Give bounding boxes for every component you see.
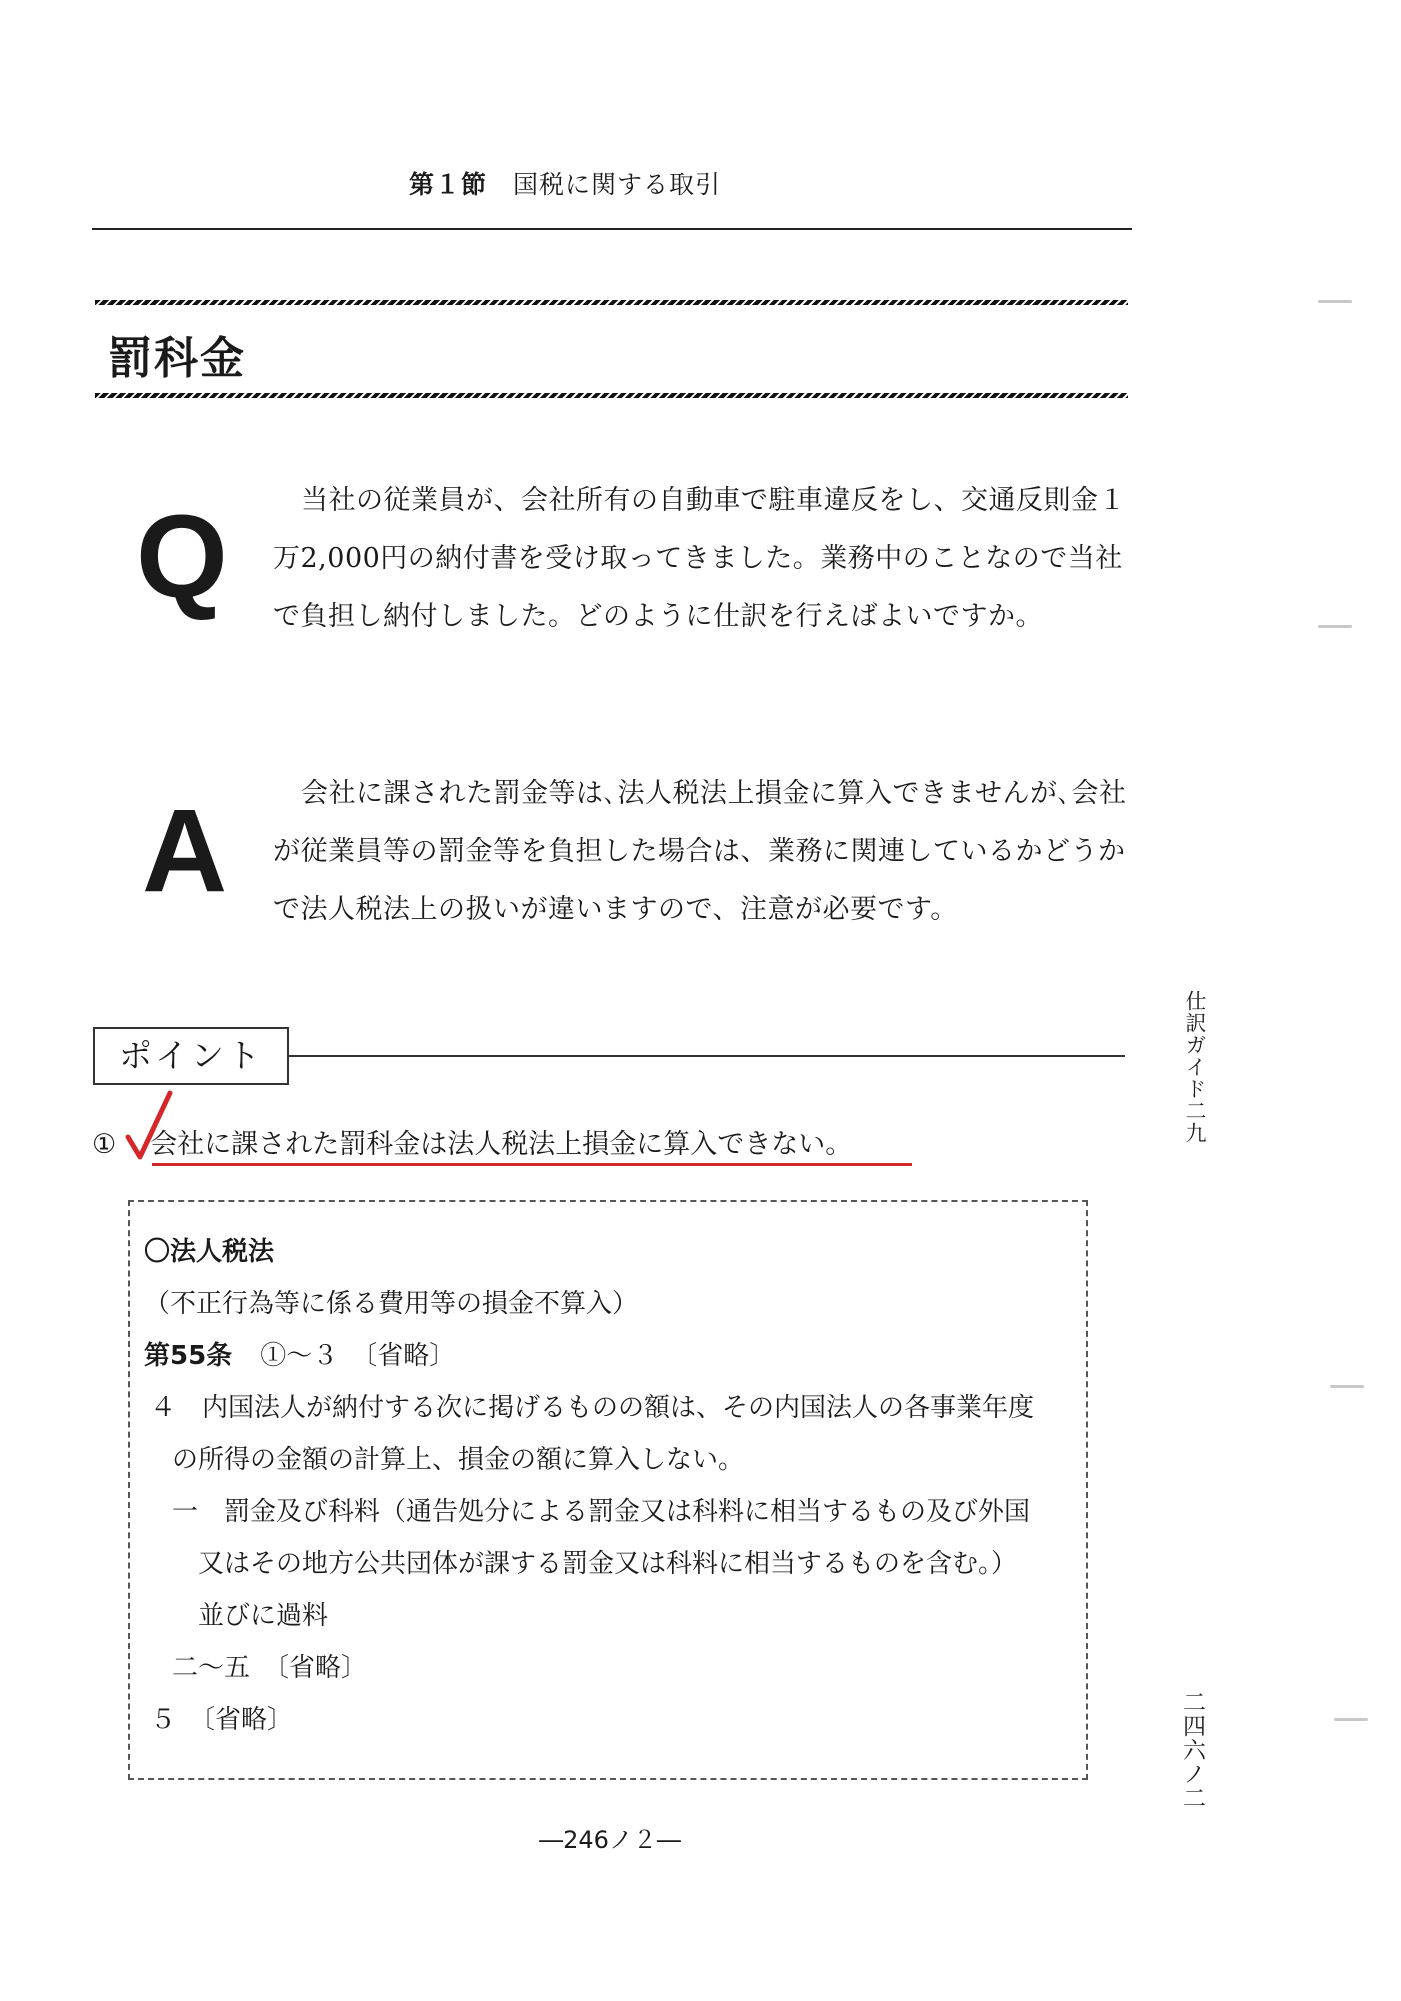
point-label-box: ポイント [93, 1027, 289, 1085]
answer-text: 会社に課された罰金等は､法人税法上損金に算入できませんが､会社が従業員等の罰金等を負担した場合は、業務に関連しているかどうかで法人税法上の扱いが違いますので、注意が必要です。 [273, 778, 1127, 925]
law-article-rest: ①～３ 〔省略〕 [260, 1341, 456, 1371]
title-stripe-top [95, 300, 1128, 305]
edge-mark [1334, 1718, 1368, 1721]
title-stripe-bottom [95, 393, 1128, 398]
point-item-number: ① [92, 1129, 117, 1160]
law-item1-line3: 並びに過料 [198, 1601, 329, 1631]
question-letter: Q [136, 491, 228, 623]
question-text: 当社の従業員が、会社所有の自動車で駐車違反をし、交通反則金１万2,000円の納付書を受け取ってきました。業務中のことなので当社で負担し納付しました。どのように仕訳を行えばよいですか。 [273, 485, 1126, 632]
point-item-1 [92, 1125, 852, 1165]
section-number: 第１節 [408, 170, 487, 199]
edge-mark [1318, 625, 1352, 628]
law-article-number: 第55条 [144, 1341, 233, 1371]
side-label-guide: 仕訳ガイド二九 [1183, 990, 1207, 1144]
law-name: 〇法人税法 [144, 1237, 275, 1267]
law-article-line [144, 1336, 455, 1376]
law-item1-line1: 一 罰金及び科料（通告処分による罰金又は科料に相当するもの及び外国 [172, 1497, 1031, 1527]
edge-mark [1330, 1385, 1364, 1388]
law-excerpt-box [128, 1200, 1088, 1780]
law-article-heading: （不正行為等に係る費用等の損金不算入） [144, 1289, 639, 1319]
section-header [0, 165, 1130, 201]
answer-letter: A [142, 785, 228, 917]
law-para4-line1: ４ 内国法人が納付する次に掲げるものの額は、その内国法人の各事業年度 [150, 1393, 1035, 1423]
page-number: ―246ノ２― [539, 1826, 681, 1854]
law-items-2-5: 二～五 〔省略〕 [172, 1653, 368, 1683]
law-para4-line2: の所得の金額の計算上、損金の額に算入しない。 [172, 1445, 745, 1475]
point-item-text: 会社に課された罰科金は法人税法上損金に算入できない。 [150, 1129, 853, 1160]
section-title: 国税に関する取引 [513, 170, 722, 199]
header-rule [92, 228, 1132, 230]
edge-mark [1318, 300, 1352, 303]
red-check-mark-icon [122, 1085, 182, 1165]
law-item1-line2: 又はその地方公共団体が課する罰金又は科料に相当するものを含む。） [198, 1549, 1018, 1579]
red-underline [152, 1163, 912, 1166]
topic-title: 罰科金 [108, 333, 246, 384]
point-rule [289, 1055, 1125, 1057]
law-para5: ５ 〔省略〕 [150, 1705, 294, 1735]
side-label-page: 二四六ノ二 [1179, 1690, 1205, 1810]
